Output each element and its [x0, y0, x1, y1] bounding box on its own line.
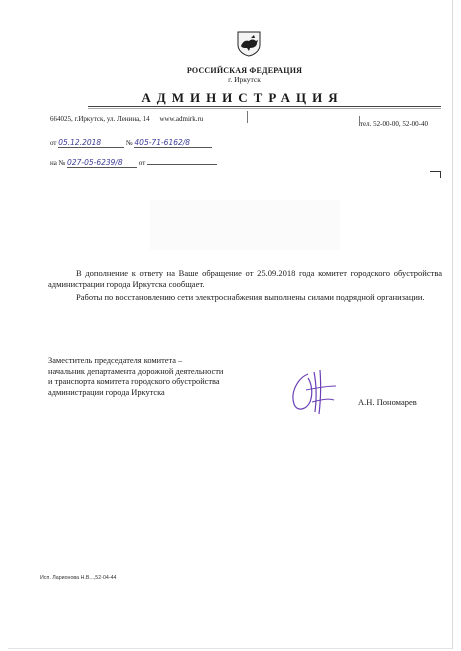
header-country: РОССИЙСКАЯ ФЕДЕРАЦИЯ: [186, 66, 303, 75]
header-divider: [88, 106, 441, 107]
position-line-1: Заместитель председателя комитета –: [48, 356, 183, 365]
registration-number: 405-71-6162/8: [134, 138, 212, 148]
handwritten-signature: [284, 366, 344, 418]
redacted-recipient-area: [150, 200, 340, 250]
registration-reply-date-blank: [147, 156, 217, 165]
registration-reply-line: [50, 156, 217, 168]
body-paragraph-2: Работы по восстановлению сети электроснабжения выполнены силами подрядной организации.: [76, 292, 425, 302]
registration-date: 05.12.2018: [58, 138, 124, 148]
registration-from-line: [50, 138, 212, 148]
registration-reply-from-prefix: от: [138, 159, 146, 167]
executor-note: Исп. Ларионова Н.В...,52-04-44: [40, 575, 117, 581]
signatory-name: А.Н. Пономарев: [358, 397, 417, 407]
header-address: 664025, г.Иркутск, ул. Ленина, 14: [50, 115, 150, 123]
position-line-4: администрации города Иркутска: [48, 387, 165, 397]
registration-reply-prefix: на №: [50, 159, 66, 167]
registration-from-prefix: от: [50, 139, 57, 147]
signatory-position: [48, 356, 288, 398]
position-line-2: начальник департамента дорожной деятельности: [48, 366, 224, 376]
header-divider-thin: [88, 108, 441, 109]
registration-reply-number: 027-05-6239/8: [67, 158, 137, 168]
registration-number-prefix: №: [125, 139, 133, 147]
coat-of-arms-icon: [237, 31, 261, 57]
header-organization: АДМИНИСТРАЦИЯ: [141, 90, 344, 105]
position-line-3: и транспорта комитета городского обустройства: [48, 377, 220, 386]
address-corner-mark: [430, 171, 441, 178]
header-phone: тел. 52-00-00, 52-00-40: [360, 120, 428, 128]
header-address-line: [50, 115, 203, 123]
body-paragraph-1: В дополнение к ответу на Ваше обращение от 25.09.2018 года комитет городского обустройства администрации города Иркутска сообщает.: [48, 268, 442, 289]
header-city: г. Иркутск: [228, 75, 261, 84]
address-bracket: [247, 111, 248, 123]
header-website: www.admirk.ru: [159, 115, 204, 123]
